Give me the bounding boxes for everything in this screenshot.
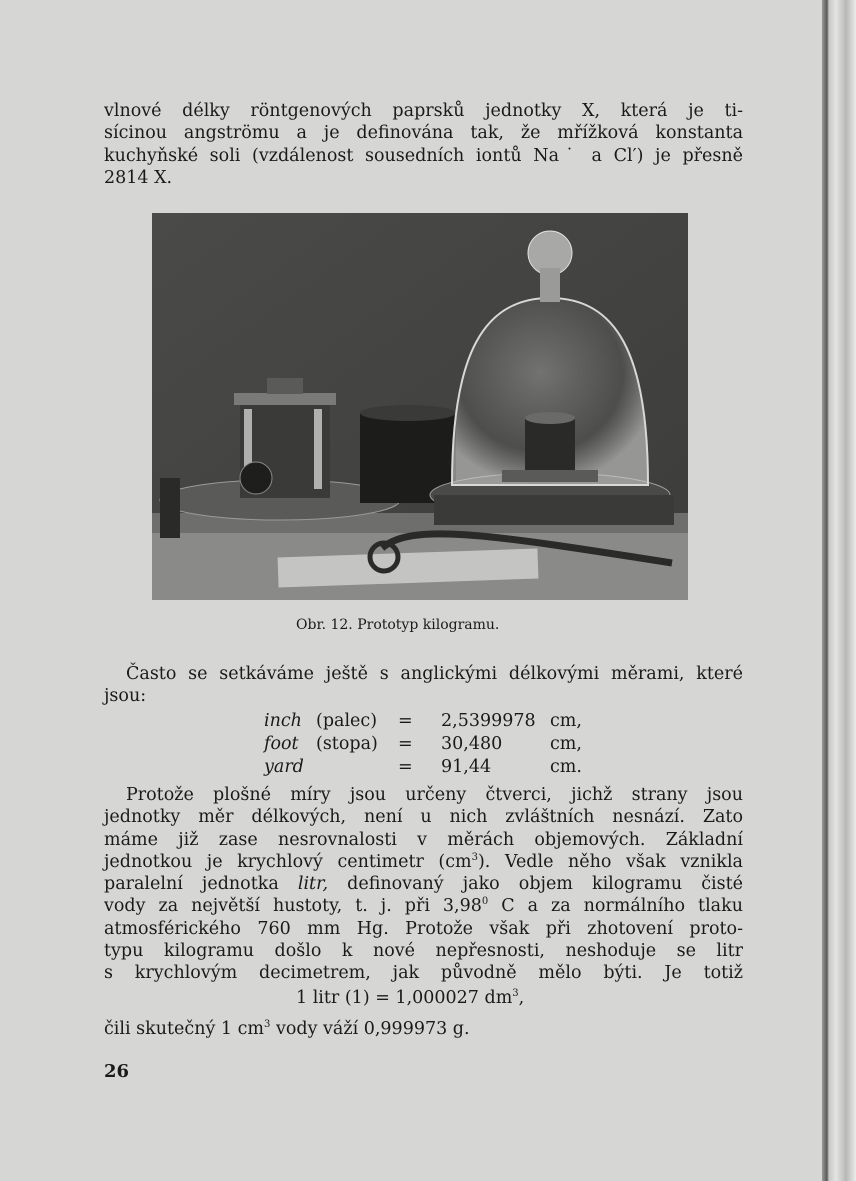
- unit-translation: (stopa): [316, 734, 378, 754]
- unit-name: inch: [264, 711, 302, 731]
- unit-name: foot: [264, 734, 299, 754]
- equals-sign: =: [398, 734, 413, 754]
- text-line: vody za největší hustoty, t. j. při 3,98$^0$ C a za normálního tlaku: [104, 896, 743, 917]
- text-line: atmosférického 760 mm Hg. Protože však při zhotovení proto-: [104, 918, 743, 939]
- unit-suffix: cm,: [550, 711, 582, 731]
- text-line: kuchyňské soli (vzdálenost sousedních iontů Na˙ a Cl′) je přesně: [104, 145, 743, 166]
- unit-value: 2,5399978: [441, 711, 536, 731]
- text-line: jsou:: [104, 686, 147, 707]
- text-line: sícinou angströmu a je definována tak, že mřížková konstanta: [104, 123, 743, 144]
- text-line: jednotkou je krychlový centimetr $(cm^3)$. Vedle něho však vznikla: [104, 851, 743, 872]
- unit-suffix: cm,: [550, 734, 582, 754]
- kilogram-prototype-photo: [152, 213, 688, 600]
- book-spine: [822, 0, 856, 1181]
- text-line: Protože plošné míry jsou určeny čtverci, jichž strany jsou: [126, 785, 743, 805]
- text-line: s krychlovým decimetrem, jak původně mělo býti. Je totiž: [104, 963, 743, 984]
- equals-sign: =: [398, 757, 413, 777]
- unit-value: 30,480: [441, 734, 503, 754]
- caption-text: Obr. 12. Prototyp kilogramu.: [296, 617, 500, 633]
- top-paragraph: [104, 100, 743, 189]
- unit-suffix: cm.: [550, 757, 582, 777]
- unit-value: 91,44: [441, 757, 492, 777]
- page-number: 26: [104, 1061, 130, 1082]
- text-line: vlnové délky röntgenových paprsků jednotky X, která je ti-: [104, 101, 743, 121]
- unit-translation: (palec): [316, 711, 378, 731]
- text-line: paralelní jednotka litr, definovaný jako objem kilogramu čisté: [104, 874, 743, 895]
- text-line: typu kilogramu došlo k nové nepřesnosti, neshoduje se litr: [104, 941, 743, 962]
- text-line: jednotky měr délkových, není u nich zvláštních nesnází. Zato: [104, 807, 743, 828]
- equals-sign: =: [398, 711, 413, 731]
- text-line: máme již zase nesrovnalosti v měrách objemových. Základní: [104, 829, 743, 850]
- text-line: čili skutečný 1 $cm^3$ vody váží 0,999973 g.: [104, 1019, 470, 1039]
- litre-formula: 1 litr (1) = 1,000027 $dm^3$,: [296, 988, 525, 1008]
- unit-name: yard: [264, 757, 304, 777]
- body-paragraph: [104, 784, 743, 985]
- text-line: Často se setkáváme ještě s anglickými délkovými měrami, které: [126, 664, 743, 684]
- text-line: 2814 X.: [104, 167, 173, 188]
- closing-line: [104, 1018, 743, 1040]
- intro-paragraph: [104, 663, 743, 708]
